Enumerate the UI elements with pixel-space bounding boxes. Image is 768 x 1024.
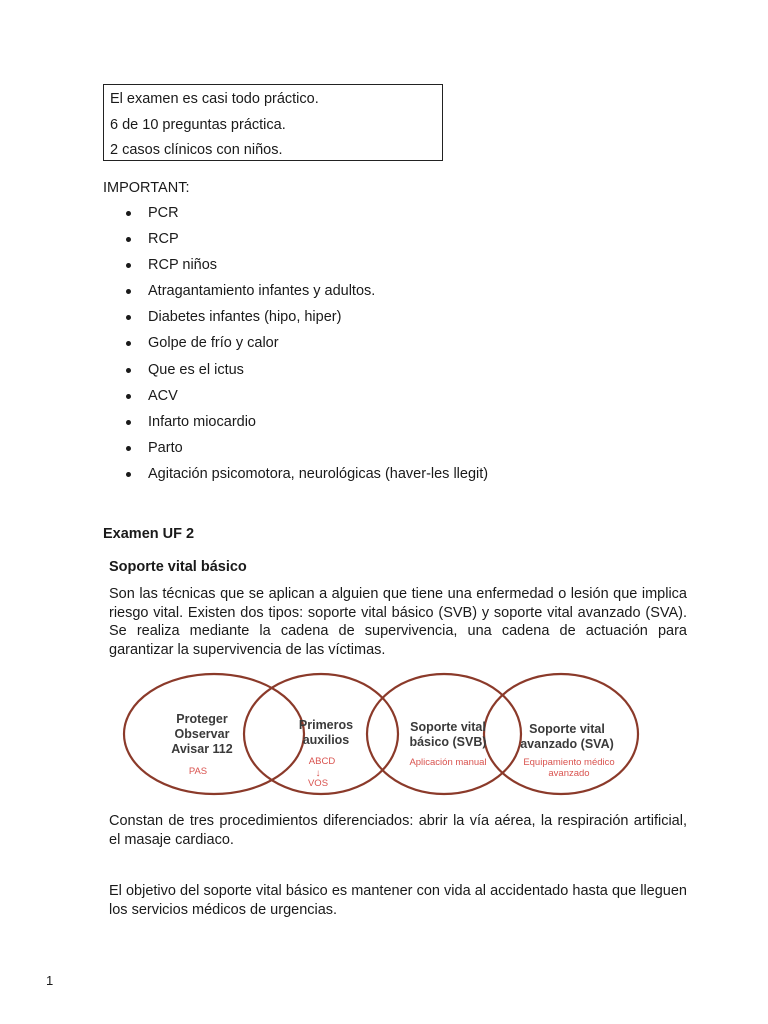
bullet-icon xyxy=(126,237,131,242)
list-item-label: Golpe de frío y calor xyxy=(148,335,279,352)
list-item xyxy=(104,357,488,383)
list-item xyxy=(104,200,488,226)
circle-title-line: Soporte vital xyxy=(410,720,486,734)
list-item xyxy=(104,383,488,409)
list-item xyxy=(104,252,488,278)
list-item xyxy=(104,226,488,252)
notes-line: 2 casos clínicos con niños. xyxy=(110,142,283,158)
notes-line: El examen es casi todo práctico. xyxy=(110,91,319,107)
circle-title-line: básico (SVB) xyxy=(409,735,487,749)
circle-note-line: ABCD xyxy=(308,756,336,767)
exam-notes-box xyxy=(103,84,443,161)
survival-chain-diagram xyxy=(120,672,660,802)
bullet-icon xyxy=(126,263,131,268)
circle-title-line: Avisar 112 xyxy=(171,742,233,756)
list-item xyxy=(104,435,488,461)
list-item-label: PCR xyxy=(148,205,179,221)
circle-title-line: Primeros xyxy=(298,718,354,732)
bullet-icon xyxy=(126,394,131,399)
list-item-label: RCP niños xyxy=(148,257,218,274)
list-item-label: Parto xyxy=(148,439,183,456)
circle-note-line: avanzado xyxy=(548,768,590,779)
list-item xyxy=(104,278,488,304)
list-item-label: Agitación psicomotora, neurológicas (haver-les llegit) xyxy=(148,465,489,482)
bullet-icon xyxy=(126,341,131,346)
notes-line: 6 de 10 preguntas práctica. xyxy=(110,116,286,133)
page-number: 1 xyxy=(46,973,54,988)
bullet-icon xyxy=(126,472,131,477)
important-heading: IMPORTANT: xyxy=(103,180,190,196)
circle-note-line: Equipamiento médico xyxy=(523,757,615,768)
circle-shape xyxy=(367,674,521,794)
circle-title-line: avanzado (SVA) xyxy=(520,737,614,751)
circle-title-line: Soporte vital xyxy=(529,722,605,736)
list-item-label: ACV xyxy=(148,387,178,404)
section-subheading: Soporte vital básico xyxy=(109,559,247,575)
bullet-icon xyxy=(126,368,131,373)
list-item-label: RCP xyxy=(148,231,179,248)
circle-title-line: Observar xyxy=(174,727,230,741)
bullet-icon xyxy=(126,315,131,320)
circle-title-line: Proteger xyxy=(176,712,228,726)
list-item-label: Diabetes infantes (hipo, hiper) xyxy=(148,309,342,326)
important-topic-list xyxy=(104,200,488,487)
list-item-label: Que es el ictus xyxy=(148,361,244,378)
bullet-icon xyxy=(126,211,131,216)
circle-title-line: auxilios xyxy=(302,733,350,747)
list-item xyxy=(104,461,488,487)
intro-paragraph: Son las técnicas que se aplican a alguien que tiene una enfermedad o lesión que implica riesgo vital. Existen dos tipos: soporte vital básico (SVB) y soporte vital avanzado (SVA). Se realiza mediante la cadena de supervivencia, una cadena de actuación para garantizar la supervivencia de las víctimas. xyxy=(109,586,687,658)
list-item-label: Atragantamiento infantes y adultos. xyxy=(148,283,376,300)
list-item-label: Infarto miocardio xyxy=(148,413,256,430)
procedures-paragraph: Constan de tres procedimientos diferenciados: abrir la vía aérea, la respiración artificial, el masaje cardiaco. xyxy=(109,813,687,848)
list-item xyxy=(104,330,488,356)
down-arrow-icon: ↓ xyxy=(315,768,321,779)
objective-paragraph: El objetivo del soporte vital básico es mantener con vida al accidentado hasta que lleguen los servicios médicos de urgencias. xyxy=(109,883,687,918)
bullet-icon xyxy=(126,446,131,451)
list-item xyxy=(104,409,488,435)
exam-section-heading: Examen UF 2 xyxy=(103,526,195,542)
circle-note-line: PAS xyxy=(188,766,208,777)
bullet-icon xyxy=(126,420,131,425)
circle-note-line: VOS xyxy=(307,778,329,789)
circle-note-line: Aplicación manual xyxy=(409,757,487,768)
list-item xyxy=(104,304,488,330)
bullet-icon xyxy=(126,289,131,294)
